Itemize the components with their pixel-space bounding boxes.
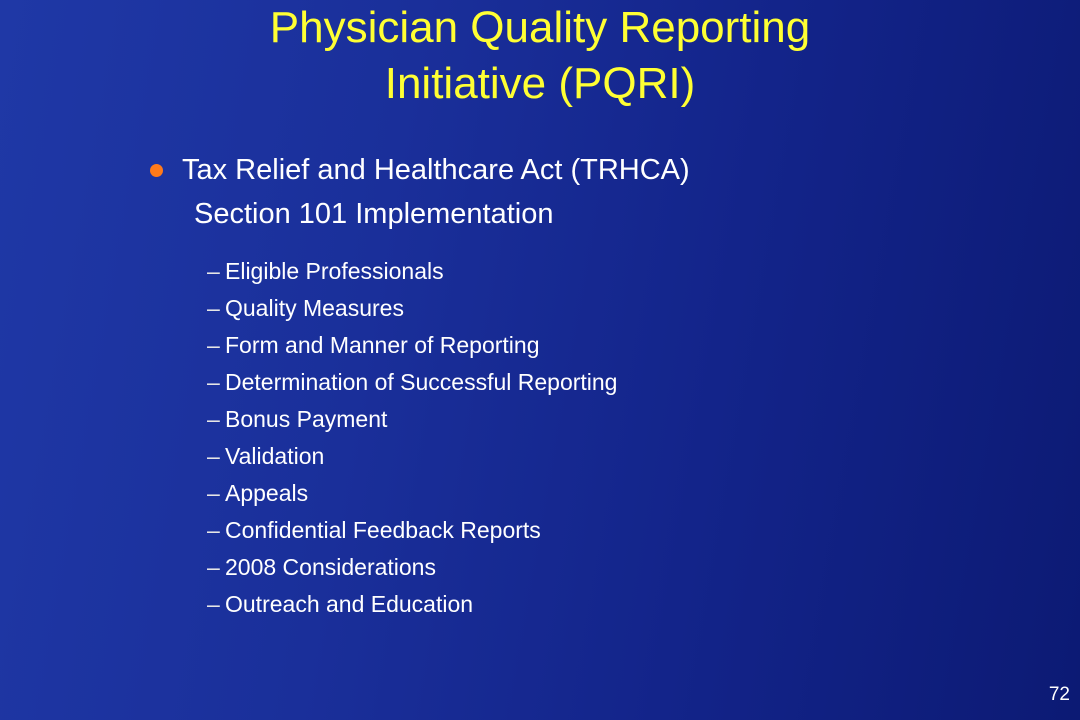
- sub-bullet-item: [207, 586, 617, 623]
- sub-bullet-item: [207, 327, 617, 364]
- dash-icon: –: [207, 480, 220, 506]
- sub-bullet-text: Bonus Payment: [225, 406, 388, 432]
- bullet-dot-icon: [150, 164, 163, 177]
- slide-title-line-2: Initiative (PQRI): [384, 59, 696, 108]
- sub-bullet-item: [207, 549, 617, 586]
- sub-bullet-item: [207, 438, 617, 475]
- sub-bullet-text: Form and Manner of Reporting: [225, 332, 540, 358]
- sub-bullet-item: [207, 401, 617, 438]
- dash-icon: –: [207, 443, 220, 469]
- sub-bullet-item: [207, 253, 617, 290]
- sub-bullet-list: [207, 253, 617, 623]
- sub-bullet-text: Quality Measures: [225, 295, 404, 321]
- dash-icon: –: [207, 591, 220, 617]
- main-bullet-text-line-1: Tax Relief and Healthcare Act (TRHCA): [182, 154, 690, 186]
- dash-icon: –: [207, 369, 220, 395]
- main-bullet-text-line-2: Section 101 Implementation: [194, 198, 554, 230]
- slide-title: [0, 0, 1080, 112]
- sub-bullet-item: [207, 290, 617, 327]
- sub-bullet-text: Validation: [225, 443, 325, 469]
- dash-icon: –: [207, 406, 220, 432]
- sub-bullet-text: Confidential Feedback Reports: [225, 517, 541, 543]
- sub-bullet-text: 2008 Considerations: [225, 554, 436, 580]
- sub-bullet-text: Outreach and Education: [225, 591, 474, 617]
- dash-icon: –: [207, 517, 220, 543]
- sub-bullet-text: Appeals: [225, 480, 309, 506]
- sub-bullet-item: [207, 512, 617, 549]
- dash-icon: –: [207, 295, 220, 321]
- sub-bullet-text: Eligible Professionals: [225, 258, 444, 284]
- page-number: 72: [1048, 684, 1070, 705]
- slide-title-line-1: Physician Quality Reporting: [269, 3, 811, 52]
- dash-icon: –: [207, 554, 220, 580]
- sub-bullet-text: Determination of Successful Reporting: [225, 369, 618, 395]
- dash-icon: –: [207, 332, 220, 358]
- dash-icon: –: [207, 258, 220, 284]
- sub-bullet-item: [207, 364, 617, 401]
- main-bullet: [150, 148, 1010, 236]
- sub-bullet-item: [207, 475, 617, 512]
